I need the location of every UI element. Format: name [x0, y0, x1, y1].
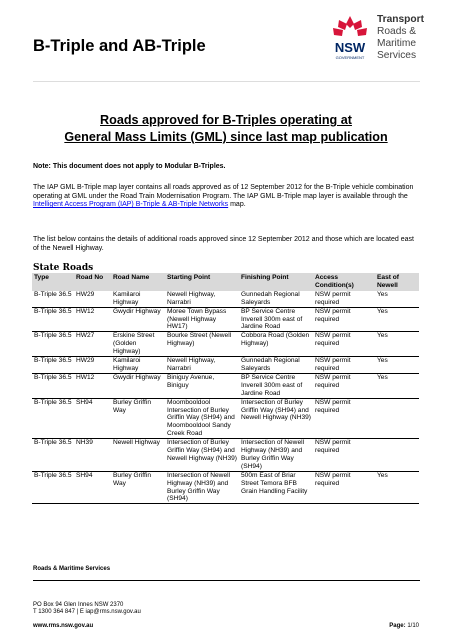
table-cell: BP Service Centre Inverell 300m east of Jardine Road [241, 307, 303, 331]
nsw-waratah-icon [325, 14, 375, 70]
table-header-row [32, 273, 419, 291]
table-cell: Moree Town Bypass (Newell Highway HW17) [167, 307, 227, 331]
table-cell: Intersection of Newell Highway (NH39) and Burley Griffin Way (SH94) [167, 471, 231, 503]
table-row [32, 471, 419, 504]
table-cell: Intersection of Burley Griffin Way (SH94) and Newell Highway (NH39) [241, 398, 311, 422]
table-cell: B-Triple 36.5 [34, 373, 72, 381]
table-cell: B-Triple 36.5 [34, 357, 72, 365]
table-cell: B-Triple 36.5 [34, 307, 72, 315]
table-row [32, 373, 419, 398]
intro-paragraph: The IAP GML B-Triple map layer contains all roads approved as of 12 September 2012 for the B-Triple vehicle combination operating at GML under the Road Train Modernisation Program. The IAP GML B-Triple map layer is available through the Intelligent Access Program (IAP) B-Triple & AB-Triple Networks map. [33, 184, 414, 209]
table-cell: Intersection of Burley Griffin Way (SH94) and Newell Highway (NH39) [167, 439, 237, 462]
table-row [32, 307, 419, 332]
page-number: Page: 1/10 [389, 623, 419, 629]
table-row [32, 439, 419, 472]
table-cell [375, 398, 419, 439]
roads-table [32, 273, 419, 504]
table-cell: Yes [377, 357, 388, 365]
table-cell: Kamilaroi Highway [113, 357, 141, 372]
table-cell: BP Service Centre Inverell 300m east of Jardine Road [241, 373, 303, 397]
page-header [0, 0, 452, 80]
table-cell: Yes [377, 332, 388, 340]
table-cell: B-Triple 36.5 [34, 332, 72, 340]
table-cell: Burley Griffin Way [113, 471, 151, 487]
table-cell: Newell Highway [113, 439, 160, 447]
col-starting-point: Starting Point [165, 273, 239, 291]
list-description-paragraph: The list below contains the details of additional roads approved since 12 September 2012 and those which are located east of the Newell Highway. [33, 236, 414, 252]
table-cell: Yes [377, 373, 388, 381]
table-cell: 500m East of Briar Street Temora BFB Grain Handling Facility [241, 471, 308, 495]
table-cell: Gwydir Highway [113, 307, 161, 315]
table-cell: Newell Highway, Narrabri [167, 290, 216, 306]
svg-text:GOVERNMENT: GOVERNMENT [335, 55, 365, 60]
table-cell: B-Triple 36.5 [34, 398, 72, 406]
footer-org: Roads & Maritime Services [33, 566, 111, 572]
table-row [32, 398, 419, 439]
iap-map-link[interactable]: Intelligent Access Program (IAP) B-Triple & AB-Triple Networks [33, 201, 229, 209]
col-road-name: Road Name [111, 273, 165, 291]
table-cell: SH94 [76, 398, 93, 406]
table-cell: NSW permit required [315, 373, 351, 389]
table-cell: Bourke Street (Newell Highway) [167, 332, 232, 348]
document-heading: Roads approved for B-Triples operating at General Mass Limits (GML) since last map publication [64, 113, 388, 144]
table-row [32, 332, 419, 357]
logo-text: Transport Roads & Maritime Services [377, 14, 424, 61]
table-cell: Yes [377, 290, 388, 298]
section-heading: State Roads [33, 263, 94, 273]
table-cell: B-Triple 36.5 [34, 290, 72, 298]
table-cell: Moombooldool Intersection of Burley Griffin Way (SH94) and Moombooldool Sandy Creek Road [167, 398, 235, 438]
table-cell: SH94 [76, 471, 93, 479]
table-cell: B-Triple 36.5 [34, 471, 72, 479]
table-cell: Kamilaroi Highway [113, 290, 141, 306]
table-cell: Yes [377, 471, 388, 479]
svg-text:NSW: NSW [334, 40, 366, 55]
header-divider [33, 81, 420, 82]
table-cell [375, 439, 419, 472]
table-cell: NSW permit required [315, 471, 351, 487]
footer-address: PO Box 94 Glen Innes NSW 2370 T 1300 364 847 | E iap@rms.nsw.gov.au [33, 602, 141, 616]
table-cell: HW12 [76, 373, 95, 381]
table-cell: HW27 [76, 332, 95, 340]
table-cell: NH39 [76, 439, 93, 447]
footer-divider [33, 580, 420, 581]
table-cell: NSW permit required [315, 307, 351, 323]
col-finishing-point: Finishing Point [239, 273, 313, 291]
table-cell: Biniguy Avenue, Biniguy [167, 373, 215, 389]
table-cell: HW29 [76, 357, 95, 365]
table-row [32, 357, 419, 374]
table-cell: NSW permit required [315, 332, 351, 348]
rms-logo [325, 14, 445, 70]
table-cell: Gunnedah Regional Saleyards [241, 357, 300, 372]
table-cell: NSW permit required [315, 439, 351, 455]
table-cell: Gunnedah Regional Saleyards [241, 290, 300, 306]
table-cell: HW12 [76, 307, 95, 315]
table-cell: HW29 [76, 290, 95, 298]
table-cell: Newell Highway, Narrabri [167, 357, 216, 372]
col-east-of-newell: East of Newell [375, 273, 419, 291]
table-cell: B-Triple 36.5 [34, 439, 72, 447]
table-cell: Cobbora Road (Golden Highway) [241, 332, 310, 348]
table-cell: Burley Griffin Way [113, 398, 151, 414]
col-type: Type [32, 273, 74, 291]
table-cell: NSW permit required [315, 357, 351, 372]
table-cell: NSW permit required [315, 290, 351, 306]
footer-website: www.rms.nsw.gov.au [33, 623, 94, 629]
col-access-conditions: Access Condition(s) [313, 273, 375, 291]
table-cell: Gwydir Highway [113, 373, 161, 381]
table-cell: Erskine Street (Golden Highway) [113, 332, 155, 356]
table-row [32, 291, 419, 307]
note-text: Note: This document does not apply to Modular B-Triples. [33, 163, 226, 170]
col-road-no: Road No [74, 273, 111, 291]
page-title: B-Triple and AB-Triple [33, 37, 206, 55]
table-cell: NSW permit required [315, 398, 351, 414]
table-cell: Intersection of Newell Highway (NH39) and Burley Griffin Way (SH94) [241, 439, 305, 470]
table-cell: Yes [377, 307, 388, 315]
